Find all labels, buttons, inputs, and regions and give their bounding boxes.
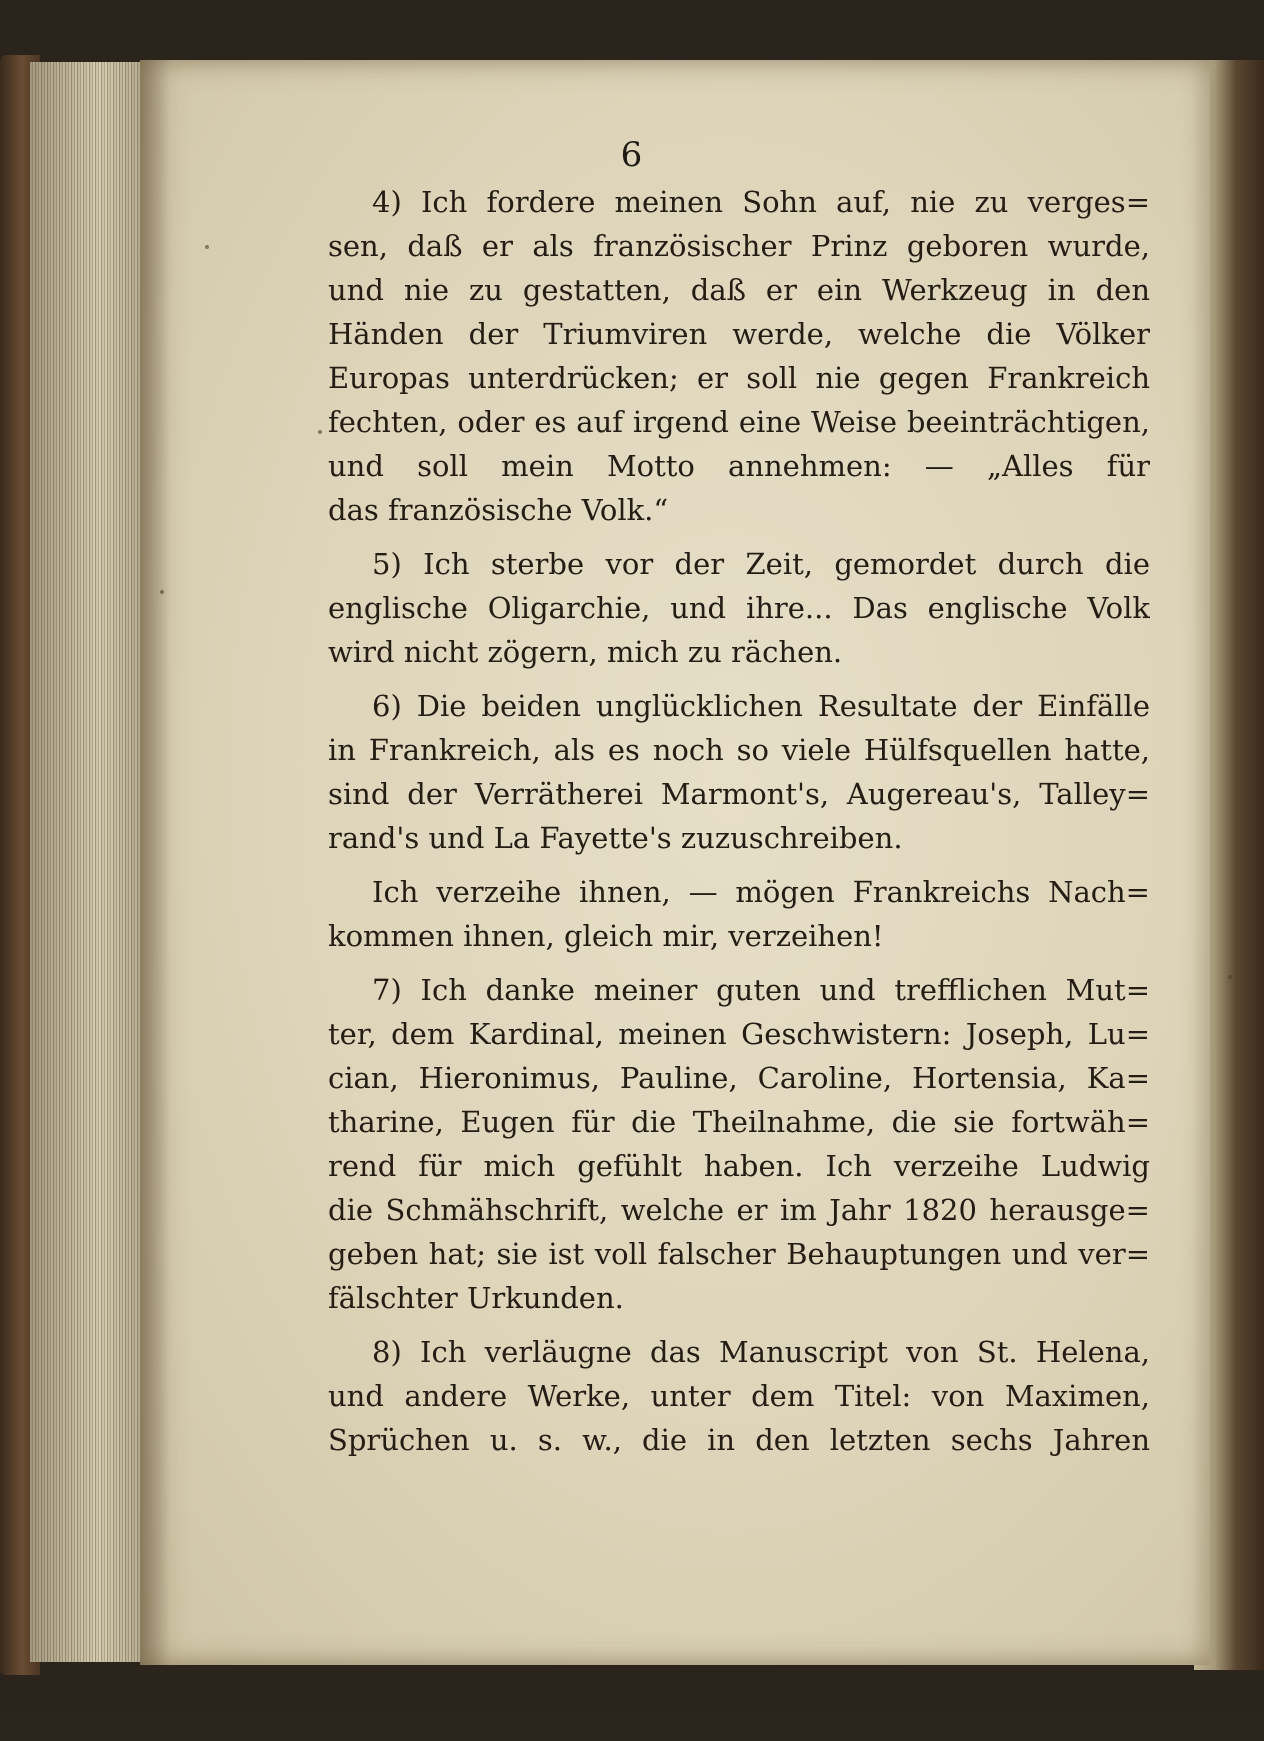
text-line: kommen ihnen, gleich mir, verzeihen!	[328, 919, 884, 953]
text-line: wird nicht zögern, mich zu rächen.	[328, 635, 843, 669]
speck	[318, 430, 322, 434]
text-line: fälschter Urkunden.	[328, 1281, 624, 1315]
speck	[1228, 975, 1232, 979]
text-line: das französische Volk.“	[328, 493, 669, 527]
text-line: und andere Werke, unter dem Titel: von Maximen,	[328, 1379, 1150, 1413]
text-line: rand's und La Fayette's zuzuschreiben.	[328, 821, 903, 855]
text-line: geben hat; sie ist voll falscher Behauptungen und ver=	[328, 1237, 1150, 1271]
speck	[160, 590, 164, 594]
text-line: Ich verzeihe ihnen, — mögen Frankreichs Nach=	[372, 875, 1150, 909]
text-line: rend für mich gefühlt haben. Ich verzeihe Ludwig	[328, 1149, 1150, 1183]
text-line: in Frankreich, als es noch so viele Hülfsquellen hatte,	[328, 733, 1150, 767]
text-line: Händen der Triumviren werde, welche die Völker	[328, 317, 1150, 351]
text-line: ter, dem Kardinal, meinen Geschwistern: Joseph, Lu=	[328, 1017, 1150, 1051]
text-line: 6) Die beiden unglücklichen Resultate der Einfälle	[372, 689, 1150, 723]
text-line: und soll mein Motto annehmen: — „Alles für	[328, 449, 1150, 483]
text-line: englische Oligarchie, und ihre... Das englische Volk	[328, 591, 1150, 625]
text-line: Europas unterdrücken; er soll nie gegen Frankreich	[328, 361, 1150, 395]
text-line: Sprüchen u. s. w., die in den letzten sechs Jahren	[328, 1423, 1150, 1457]
page-edges-shade	[30, 62, 145, 1662]
text-line: tharine, Eugen für die Theilnahme, die sie fortwäh=	[328, 1105, 1150, 1139]
text-line: fechten, oder es auf irgend eine Weise beeinträchtigen,	[328, 405, 1150, 439]
text-line: und nie zu gestatten, daß er ein Werkzeug in den	[328, 273, 1150, 307]
text-line: 8) Ich verläugne das Manuscript von St. Helena,	[372, 1335, 1150, 1369]
page-text	[328, 180, 1150, 1462]
text-line: sen, daß er als französischer Prinz geboren wurde,	[328, 229, 1150, 263]
text-line: 4) Ich fordere meinen Sohn auf, nie zu verges=	[372, 185, 1150, 219]
text-line: sind der Verrätherei Marmont's, Augereau's, Talley=	[328, 777, 1150, 811]
text-line: die Schmähschrift, welche er im Jahr 1820 herausge=	[328, 1193, 1150, 1227]
text-line: 7) Ich danke meiner guten und trefflichen Mut=	[372, 973, 1150, 1007]
speck	[205, 245, 209, 249]
page-number: 6	[620, 135, 644, 175]
text-line: 5) Ich sterbe vor der Zeit, gemordet durch die	[372, 547, 1150, 581]
page-gutter-shadow	[140, 60, 170, 1665]
text-line: cian, Hieronimus, Pauline, Caroline, Hortensia, Ka=	[328, 1061, 1150, 1095]
